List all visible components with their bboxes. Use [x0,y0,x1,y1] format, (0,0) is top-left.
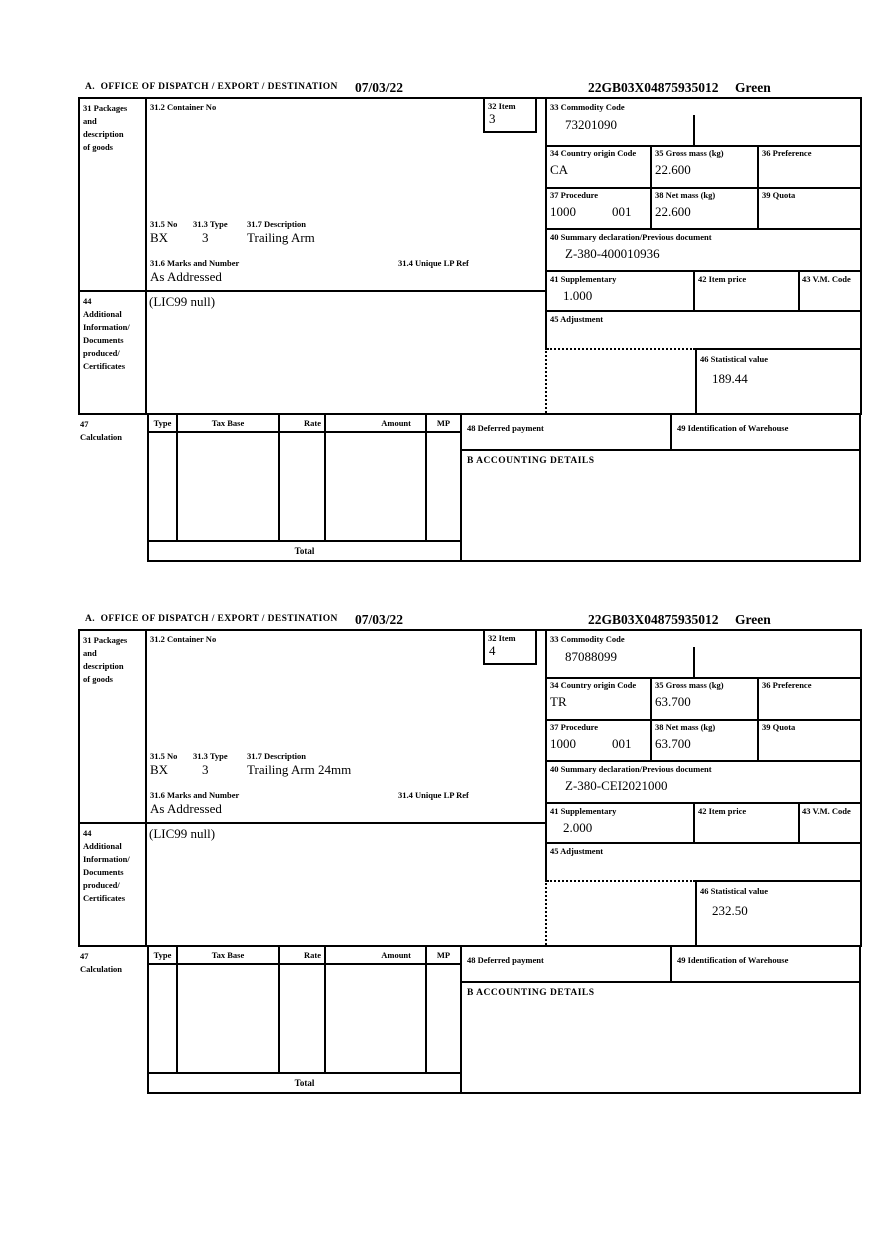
package-no-value: BX [150,762,169,777]
statistical-value-amount: 232.50 [712,903,748,918]
box44-label: 44 Additional Information/ Documents produced/ Certificates [83,296,130,371]
office-of-dispatch-label: A. OFFICE OF DISPATCH / EXPORT / DESTINATION [85,614,338,624]
marks-value: As Addressed [150,269,222,284]
office-of-dispatch-label: A. OFFICE OF DISPATCH / EXPORT / DESTINATION [85,82,338,92]
previous-document-value: Z-380-CEI2021000 [565,778,668,793]
deferred-warehouse-row [462,415,859,451]
divider-line [545,310,860,312]
col-amount: Amount [326,947,427,963]
commodity-code-tick-line [693,115,695,145]
country-origin-label: 34 Country origin Code [550,680,637,690]
accounting-details-label: B ACCOUNTING DETAILS [467,988,595,998]
marks-value: As Addressed [150,801,222,816]
package-type-label: 31.3 Type [193,219,228,229]
divider-line [545,719,860,721]
preference-label: 36 Preference [762,148,812,158]
dotted-divider-line [547,880,695,882]
routing-status: Green [735,80,771,95]
deferred-payment-label: 48 Deferred payment [467,955,544,965]
gross-mass-value: 63.700 [655,694,691,709]
item-number-value: 3 [489,111,496,126]
item-number-box [483,631,537,665]
container-no-label: 31.2 Container No [150,634,217,644]
routing-status: Green [735,612,771,627]
package-type-value: 3 [202,762,209,777]
adjustment-label: 45 Adjustment [550,846,604,856]
preference-label: 36 Preference [762,680,812,690]
unique-lp-ref-label: 31.4 Unique LP Ref [398,790,469,800]
country-origin-value: CA [550,162,569,177]
quota-label: 39 Quota [762,190,796,200]
divider-line [757,145,759,228]
previous-document-label: 40 Summary declaration/Previous document [550,764,712,774]
net-mass-label: 38 Net mass (kg) [655,190,716,200]
col-type: Type [149,947,178,963]
calculation-label: 47 Calculation [80,419,123,442]
item-label: 32 Item [488,101,516,111]
divider-line [798,270,800,310]
procedure-value: 1000 [550,736,576,751]
payment-section [460,413,861,562]
total-row: Total [149,540,460,560]
divider-line [80,822,545,824]
calculation-table-body [149,433,460,540]
commodity-code-value: 87088099 [565,649,617,664]
supplementary-label: 41 Supplementary [550,806,617,816]
calculation-table [147,413,462,562]
col-mp: MP [436,950,451,960]
description-label: 31.7 Description [247,751,307,761]
divider-line [145,631,147,945]
dotted-divider-line [545,348,547,413]
declaration-form-item-2 [0,612,882,1095]
total-row: Total [149,1072,460,1092]
previous-document-value: Z-380-400010936 [565,246,660,261]
cell-amount [326,433,427,540]
divider-line [545,145,860,147]
package-type-label: 31.3 Type [193,751,228,761]
commodity-code-label: 33 Commodity Code [550,634,625,644]
box44-label: 44 Additional Information/ Documents produced/ Certificates [83,828,130,903]
deferred-payment-label: 48 Deferred payment [467,423,544,433]
statistical-value-label: 46 Statistical value [700,886,768,896]
divider-line [545,677,860,679]
additional-info-value: (LIC99 null) [149,826,216,841]
deferred-payment-box [462,947,672,981]
deferred-warehouse-row [462,947,859,983]
mrn-number: 22GB03X04875935012 [588,612,719,627]
vm-code-label: 43 V.M. Code [802,806,851,816]
statistical-value-label: 46 Statistical value [700,354,768,364]
unique-lp-ref-label: 31.4 Unique LP Ref [398,258,469,268]
procedure-value-2: 001 [612,204,632,219]
calculation-label: 47 Calculation [80,951,123,974]
payment-section [460,945,861,1094]
description-label: 31.7 Description [247,219,307,229]
cell-rate [280,433,326,540]
supplementary-label: 41 Supplementary [550,274,617,284]
item-price-label: 42 Item price [698,274,747,284]
net-mass-value: 22.600 [655,204,691,219]
package-no-value: BX [150,230,169,245]
divider-line [757,677,759,760]
commodity-code-label: 33 Commodity Code [550,102,625,112]
item-number-box [483,99,537,133]
package-no-label: 31.5 No [150,219,178,229]
calculation-table-header [149,415,460,433]
package-no-label: 31.5 No [150,751,178,761]
col-rate: Rate [280,947,326,963]
commodity-code-tick-line [693,647,695,677]
warehouse-box [672,415,859,449]
previous-document-label: 40 Summary declaration/Previous document [550,232,712,242]
dotted-divider-line [545,880,547,945]
commodity-code-value: 73201090 [565,117,617,132]
additional-info-value: (LIC99 null) [149,294,216,309]
col-type: Type [149,415,178,431]
goods-item-box [78,629,862,947]
col-rate: Rate [280,415,326,431]
description-value: Trailing Arm 24mm [247,762,352,777]
col-tax-base: Tax Base [178,947,280,963]
country-origin-value: TR [550,694,567,709]
divider-line [545,760,860,762]
declaration-form-item-1 [0,80,882,563]
item-number-value: 4 [489,643,496,658]
gross-mass-value: 22.600 [655,162,691,177]
cell-mp [427,965,460,1072]
cell-amount [326,965,427,1072]
procedure-value: 1000 [550,204,576,219]
procedure-label: 37 Procedure [550,190,599,200]
col-tax-base: Tax Base [178,415,280,431]
marks-label: 31.6 Marks and Number [150,790,240,800]
col-mp: MP [436,418,451,428]
divider-line [798,802,800,842]
mrn-number: 22GB03X04875935012 [588,80,719,95]
divider-line [545,802,860,804]
divider-line [545,270,860,272]
cell-rate [280,965,326,1072]
quota-label: 39 Quota [762,722,796,732]
gross-mass-label: 35 Gross mass (kg) [655,680,724,690]
box31-label: 31 Packages and description of goods [83,103,128,152]
dispatch-date: 07/03/22 [355,80,404,95]
supplementary-value: 1.000 [563,288,593,303]
country-origin-label: 34 Country origin Code [550,148,637,158]
warehouse-label: 49 Identification of Warehouse [677,955,789,965]
dotted-divider-line [547,348,695,350]
item-label: 32 Item [488,633,516,643]
divider-line [545,187,860,189]
gross-mass-label: 35 Gross mass (kg) [655,148,724,158]
cell-mp [427,433,460,540]
container-no-label: 31.2 Container No [150,102,217,112]
vm-code-label: 43 V.M. Code [802,274,851,284]
divider-line [80,290,545,292]
cell-type [149,965,178,1072]
description-value: Trailing Arm [247,230,315,245]
calculation-table-body [149,965,460,1072]
goods-item-box [78,97,862,415]
box31-label: 31 Packages and description of goods [83,635,128,684]
divider-line [693,270,695,310]
net-mass-value: 63.700 [655,736,691,751]
warehouse-label: 49 Identification of Warehouse [677,423,789,433]
cell-tax-base [178,433,280,540]
adjustment-label: 45 Adjustment [550,314,604,324]
divider-line [145,99,147,413]
cell-tax-base [178,965,280,1072]
divider-line [693,802,695,842]
accounting-details-label: B ACCOUNTING DETAILS [467,456,595,466]
statistical-value-amount: 189.44 [712,371,748,386]
procedure-value-2: 001 [612,736,632,751]
cell-type [149,433,178,540]
divider-line [545,842,860,844]
divider-line [545,228,860,230]
net-mass-label: 38 Net mass (kg) [655,722,716,732]
marks-label: 31.6 Marks and Number [150,258,240,268]
package-type-value: 3 [202,230,209,245]
divider-line [650,145,652,228]
calculation-table-header [149,947,460,965]
supplementary-value: 2.000 [563,820,593,835]
deferred-payment-box [462,415,672,449]
item-price-label: 42 Item price [698,806,747,816]
dispatch-date: 07/03/22 [355,612,404,627]
warehouse-box [672,947,859,981]
procedure-label: 37 Procedure [550,722,599,732]
calculation-table [147,945,462,1094]
divider-line [650,677,652,760]
col-amount: Amount [326,415,427,431]
